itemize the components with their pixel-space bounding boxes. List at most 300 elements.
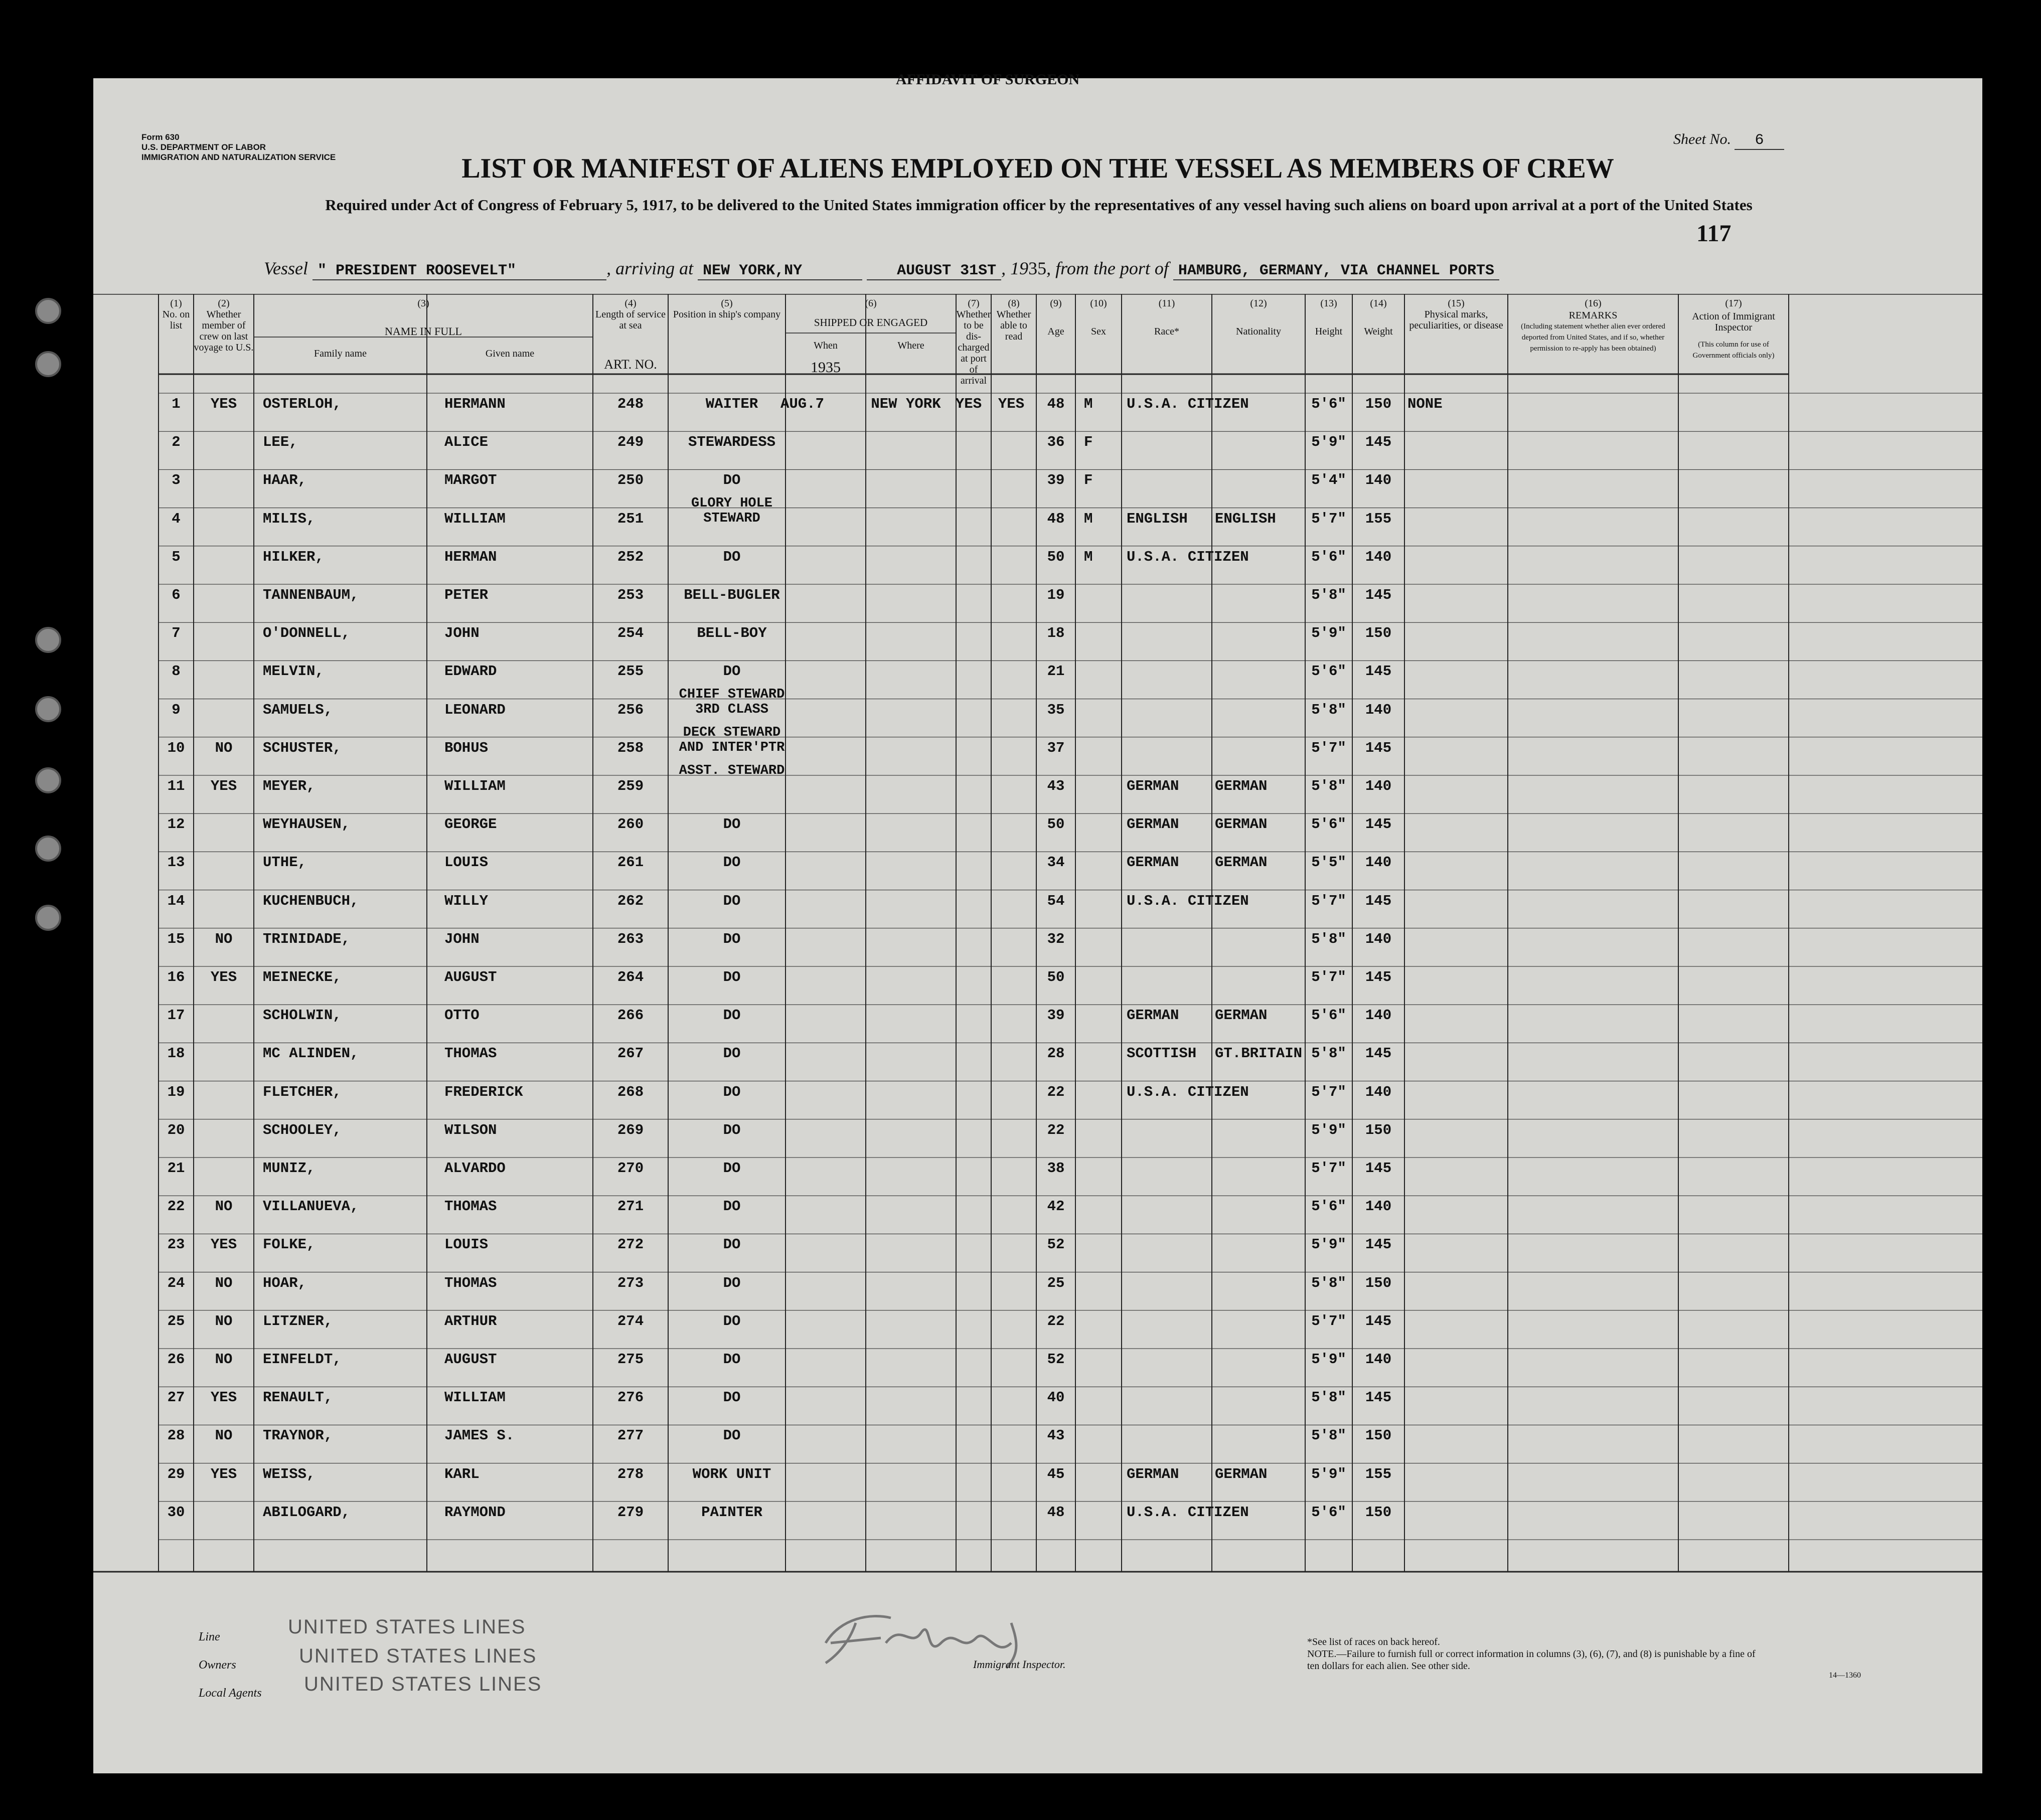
- line-stamp: UNITED STATES LINES: [288, 1616, 526, 1638]
- column-header-discharged: Whether to be dis- charged at port of arrival: [956, 309, 991, 386]
- cell-given: ARTHUR: [444, 1312, 497, 1330]
- cell-family: SAMUELS,: [263, 701, 333, 718]
- cell-family: OSTERLOH,: [263, 396, 342, 412]
- cell-weight: 140: [1365, 1198, 1392, 1215]
- cell-weight: 145: [1365, 739, 1392, 756]
- year-prefix: , 19: [1001, 258, 1029, 278]
- cell-height: 5'8": [1311, 587, 1346, 603]
- cell-position: DO: [723, 1083, 741, 1100]
- cell-art: 270: [617, 1160, 644, 1177]
- cell-weight: 150: [1365, 1274, 1392, 1291]
- cell-no: 12: [167, 816, 185, 833]
- sheet-value: 6: [1735, 132, 1784, 150]
- cell-sex: M: [1084, 548, 1093, 565]
- cell-nationality: GERMAN: [1215, 854, 1268, 871]
- cell-art: 269: [617, 1121, 644, 1138]
- cell-given: HERMANN: [444, 396, 506, 412]
- cell-family: KUCHENBUCH,: [263, 892, 359, 909]
- cell-art: 260: [617, 816, 644, 833]
- column-number: (1): [170, 298, 182, 309]
- cell-voyage: YES: [210, 1236, 237, 1253]
- cell-no: 28: [167, 1427, 185, 1444]
- cell-given: AUGUST: [444, 969, 497, 985]
- cell-height: 5'8": [1311, 1389, 1346, 1406]
- column-header-physical: Physical marks, peculiarities, or disease: [1409, 309, 1503, 331]
- cell-art: 256: [617, 701, 644, 718]
- cell-height: 5'6": [1311, 1504, 1346, 1521]
- cell-age: 38: [1047, 1160, 1065, 1177]
- cell-weight: 145: [1365, 663, 1392, 680]
- cell-position: DO: [723, 1045, 741, 1062]
- cell-race: U.S.A. CITIZEN: [1127, 396, 1249, 412]
- cell-no: 6: [172, 587, 181, 603]
- agents-stamp: UNITED STATES LINES: [304, 1673, 542, 1695]
- cell-age: 48: [1047, 1504, 1065, 1521]
- cell-art: 275: [617, 1351, 644, 1368]
- cell-age: 45: [1047, 1465, 1065, 1482]
- punch-hole: [35, 767, 61, 793]
- cell-height: 5'8": [1311, 778, 1346, 794]
- cell-age: 54: [1047, 892, 1065, 909]
- cell-voyage: YES: [210, 396, 237, 412]
- cell-no: 20: [167, 1121, 185, 1138]
- cell-position: DO: [723, 1389, 741, 1406]
- vessel-line: [264, 258, 1499, 279]
- cell-art: 272: [617, 1236, 644, 1253]
- cell-given: LOUIS: [444, 854, 489, 871]
- cell-weight: 155: [1365, 1465, 1392, 1482]
- cell-age: 18: [1047, 625, 1065, 642]
- cell-voyage: NO: [215, 739, 233, 756]
- cell-height: 5'6": [1311, 816, 1346, 833]
- column-header-remarks-note: (Including statement whether alien ever ordered deported from United States, and if so, whether permission to re-apply has been obtained): [1521, 322, 1665, 353]
- column-number: (3): [417, 298, 429, 309]
- footer-labels: [199, 1623, 262, 1707]
- column-header-race: Race*: [1154, 326, 1179, 337]
- owners-label: Owners: [199, 1659, 236, 1672]
- cell-age: 50: [1047, 969, 1065, 985]
- arrival-date: AUGUST 31ST: [867, 262, 1001, 280]
- cell-art: 254: [617, 625, 644, 642]
- cell-nationality: GERMAN: [1215, 816, 1268, 833]
- cell-no: 27: [167, 1389, 185, 1406]
- cell-given: FREDERICK: [444, 1083, 523, 1100]
- cell-height: 5'6": [1311, 396, 1346, 412]
- cell-height: 5'7": [1311, 969, 1346, 985]
- page-number: 117: [1696, 220, 1732, 247]
- column-header-when: When: [814, 340, 838, 351]
- cell-weight: 145: [1365, 1160, 1392, 1177]
- column-header-age: Age: [1047, 326, 1064, 337]
- cell-family: WEYHAUSEN,: [263, 816, 351, 833]
- cell-race: U.S.A. CITIZEN: [1127, 892, 1249, 909]
- cell-given: WILSON: [444, 1121, 497, 1138]
- cell-weight: 140: [1365, 930, 1392, 947]
- column-number: (13): [1320, 298, 1337, 309]
- column-number: (8): [1008, 298, 1020, 309]
- cell-no: 9: [172, 701, 181, 718]
- column-header-action-note: (This column for use of Government officials only): [1692, 341, 1775, 360]
- cell-family: EINFELDT,: [263, 1351, 342, 1368]
- owners-stamp: UNITED STATES LINES: [299, 1645, 537, 1667]
- cell-weight: 145: [1365, 892, 1392, 909]
- cell-age: 34: [1047, 854, 1065, 871]
- sheet-label: Sheet No.: [1673, 131, 1731, 147]
- cell-physical: NONE: [1407, 396, 1443, 412]
- cell-height: 5'5": [1311, 854, 1346, 871]
- cell-no: 15: [167, 930, 185, 947]
- cell-given: LOUIS: [444, 1236, 489, 1253]
- cell-family: MELVIN,: [263, 663, 324, 680]
- cell-height: 5'7": [1311, 1083, 1346, 1100]
- cell-position: DO: [723, 1427, 741, 1444]
- cell-age: 37: [1047, 739, 1065, 756]
- cell-age: 52: [1047, 1351, 1065, 1368]
- agents-label: Local Agents: [199, 1687, 262, 1700]
- cell-position: DO: [723, 472, 741, 489]
- cell-family: SCHUSTER,: [263, 739, 342, 756]
- cell-position: DO: [723, 892, 741, 909]
- cell-position: DO: [723, 548, 741, 565]
- cell-voyage: NO: [215, 1427, 233, 1444]
- cell-art: 259: [617, 778, 644, 794]
- cell-weight: 155: [1365, 510, 1392, 527]
- cell-position: DO: [723, 1236, 741, 1253]
- cell-age: 22: [1047, 1083, 1065, 1100]
- cell-art: 262: [617, 892, 644, 909]
- cell-weight: 150: [1365, 1504, 1392, 1521]
- cell-nationality: GERMAN: [1215, 1465, 1268, 1482]
- cell-given: THOMAS: [444, 1198, 497, 1215]
- cell-family: SCHOLWIN,: [263, 1007, 342, 1024]
- cell-where: NEW YORK: [871, 396, 941, 412]
- cell-height: 5'8": [1311, 1427, 1346, 1444]
- inspector-label: Immigrant Inspector.: [973, 1658, 1066, 1671]
- cell-family: HAAR,: [263, 472, 307, 489]
- cell-height: 5'9": [1311, 1236, 1346, 1253]
- cell-family: HOAR,: [263, 1274, 307, 1291]
- cell-height: 5'6": [1311, 1198, 1346, 1215]
- cell-age: 28: [1047, 1045, 1065, 1062]
- cell-voyage: NO: [215, 1312, 233, 1330]
- line-label: Line: [199, 1630, 220, 1643]
- cell-height: 5'8": [1311, 930, 1346, 947]
- cell-position: DO: [723, 854, 741, 871]
- cell-family: MEYER,: [263, 778, 316, 794]
- cell-weight: 145: [1365, 434, 1392, 451]
- cell-position: CHIEF STEWARD 3RD CLASS: [679, 687, 785, 717]
- cell-given: JOHN: [444, 930, 480, 947]
- cell-no: 21: [167, 1160, 185, 1177]
- cell-given: WILLIAM: [444, 510, 506, 527]
- cell-age: 25: [1047, 1274, 1065, 1291]
- column-header-voyage: Whether member of crew on last voyage to U.S.: [194, 309, 254, 353]
- cell-height: 5'8": [1311, 1274, 1346, 1291]
- cell-age: 42: [1047, 1198, 1065, 1215]
- cell-weight: 145: [1365, 1389, 1392, 1406]
- cell-art: 249: [617, 434, 644, 451]
- cell-art: 279: [617, 1504, 644, 1521]
- cell-position: DECK STEWARD AND INTER'PTR: [679, 725, 785, 755]
- cell-art: 251: [617, 510, 644, 527]
- cell-art: 248: [617, 396, 644, 412]
- column-header-where: Where: [897, 340, 924, 351]
- cell-discharged: YES: [955, 396, 982, 412]
- cell-given: BOHUS: [444, 739, 489, 756]
- column-header-family: Family name: [314, 348, 367, 359]
- cell-no: 18: [167, 1045, 185, 1062]
- column-header-nationality: Nationality: [1236, 326, 1281, 337]
- column-number: (11): [1158, 298, 1175, 309]
- cell-weight: 150: [1365, 396, 1392, 412]
- cell-age: 22: [1047, 1121, 1065, 1138]
- cell-weight: 140: [1365, 701, 1392, 718]
- cell-position: BELL-BOY: [697, 625, 767, 642]
- cell-race: GERMAN: [1127, 816, 1179, 833]
- cell-sex: F: [1084, 434, 1093, 451]
- cell-height: 5'7": [1311, 892, 1346, 909]
- cell-given: WILLIAM: [444, 778, 506, 794]
- cell-position: DO: [723, 816, 741, 833]
- from-label: , from the port of: [1046, 258, 1169, 278]
- cell-position: DO: [723, 930, 741, 947]
- cell-race: U.S.A. CITIZEN: [1127, 1504, 1249, 1521]
- column-header-shipped-engaged: SHIPPED OR ENGAGED: [814, 316, 928, 328]
- cell-race: U.S.A. CITIZEN: [1127, 1083, 1249, 1100]
- cell-position: PAINTER: [701, 1504, 762, 1521]
- cell-family: TRAYNOR,: [263, 1427, 333, 1444]
- page-subtitle: Required under Act of Congress of February 5, 1917, to be delivered to the United States immigration officer by the representatives of any vessel having such aliens on board upon arrival at a port of the United States: [325, 196, 1753, 214]
- cell-art: 252: [617, 548, 644, 565]
- from-port: HAMBURG, GERMANY, VIA CHANNEL PORTS: [1173, 262, 1499, 280]
- cell-weight: 145: [1365, 587, 1392, 603]
- cell-family: MILIS,: [263, 510, 316, 527]
- cell-art: 264: [617, 969, 644, 985]
- cell-no: 14: [167, 892, 185, 909]
- column-header-position: Position in ship's company: [673, 309, 781, 320]
- cell-no: 10: [167, 739, 185, 756]
- cell-family: ABILOGARD,: [263, 1504, 351, 1521]
- cell-voyage: NO: [215, 1198, 233, 1215]
- punch-hole: [35, 627, 61, 653]
- column-header-sex: Sex: [1091, 326, 1106, 337]
- cell-given: GEORGE: [444, 816, 497, 833]
- cell-art: 250: [617, 472, 644, 489]
- cell-given: ALVARDO: [444, 1160, 506, 1177]
- column-header-weight: Weight: [1364, 326, 1393, 337]
- department-name: U.S. DEPARTMENT OF LABOR: [141, 142, 266, 152]
- cell-given: WILLIAM: [444, 1389, 506, 1406]
- cell-given: THOMAS: [444, 1274, 497, 1291]
- cell-sex: M: [1084, 396, 1093, 412]
- cell-given: EDWARD: [444, 663, 497, 680]
- cell-voyage: NO: [215, 1274, 233, 1291]
- column-number: (10): [1090, 298, 1107, 309]
- cell-given: KARL: [444, 1465, 480, 1482]
- cell-height: 5'4": [1311, 472, 1346, 489]
- cell-age: 35: [1047, 701, 1065, 718]
- cell-family: MUNIZ,: [263, 1160, 316, 1177]
- cell-family: HILKER,: [263, 548, 324, 565]
- cell-height: 5'9": [1311, 434, 1346, 451]
- cell-family: UTHE,: [263, 854, 307, 871]
- cell-no: 23: [167, 1236, 185, 1253]
- cell-given: ALICE: [444, 434, 489, 451]
- cell-family: MC ALINDEN,: [263, 1045, 359, 1062]
- cell-weight: 140: [1365, 548, 1392, 565]
- cell-art: 258: [617, 739, 644, 756]
- penalty-note: NOTE.—Failure to furnish full or correct information in columns (3), (6), (7), and (8) is punishable by a fine of ten dollars for each alien. See other side.: [1307, 1648, 1756, 1672]
- cell-height: 5'6": [1311, 663, 1346, 680]
- cell-height: 5'7": [1311, 510, 1346, 527]
- cell-given: OTTO: [444, 1007, 480, 1024]
- cell-given: LEONARD: [444, 701, 506, 718]
- column-header-read: Whether able to read: [996, 309, 1031, 342]
- cell-read: YES: [998, 396, 1025, 412]
- cell-art: 266: [617, 1007, 644, 1024]
- cell-given: THOMAS: [444, 1045, 497, 1062]
- cell-age: 43: [1047, 1427, 1065, 1444]
- cell-nationality: GERMAN: [1215, 778, 1268, 794]
- cell-position: DO: [723, 1312, 741, 1330]
- cell-weight: 140: [1365, 472, 1392, 489]
- column-number: (16): [1585, 298, 1602, 309]
- cell-position: DO: [723, 1007, 741, 1024]
- cell-no: 8: [172, 663, 181, 680]
- cell-sex: F: [1084, 472, 1093, 489]
- cell-height: 5'7": [1311, 1160, 1346, 1177]
- cell-family: FOLKE,: [263, 1236, 316, 1253]
- cell-art: 253: [617, 587, 644, 603]
- cell-family: SCHOOLEY,: [263, 1121, 342, 1138]
- cell-when: AUG.7: [780, 396, 825, 412]
- service-name: IMMIGRATION AND NATURALIZATION SERVICE: [141, 152, 336, 162]
- cell-age: 22: [1047, 1312, 1065, 1330]
- cell-no: 29: [167, 1465, 185, 1482]
- cell-no: 7: [172, 625, 181, 642]
- cell-no: 11: [167, 778, 185, 794]
- cell-family: MEINECKE,: [263, 969, 342, 985]
- cell-art: 274: [617, 1312, 644, 1330]
- cell-no: 25: [167, 1312, 185, 1330]
- cell-position: DO: [723, 1198, 741, 1215]
- form-number: Form 630: [141, 132, 180, 142]
- vessel-label: Vessel: [264, 258, 308, 278]
- cell-voyage: YES: [210, 1389, 237, 1406]
- cell-position: DO: [723, 663, 741, 680]
- cell-no: 3: [172, 472, 181, 489]
- cell-position: DO: [723, 1160, 741, 1177]
- cell-nationality: GT.BRITAIN: [1215, 1045, 1303, 1062]
- cell-family: LITZNER,: [263, 1312, 333, 1330]
- manifest-sheet: [93, 71, 1982, 1773]
- cell-race: GERMAN: [1127, 1465, 1179, 1482]
- cell-position: DO: [723, 1121, 741, 1138]
- cell-height: 5'9": [1311, 1465, 1346, 1482]
- column-header-remarks: REMARKS: [1568, 310, 1618, 321]
- cell-weight: 145: [1365, 1312, 1392, 1330]
- punch-hole: [35, 351, 61, 377]
- cell-position: DO: [723, 969, 741, 985]
- cell-art: 261: [617, 854, 644, 871]
- column-header-when-year: 1935: [811, 359, 841, 376]
- page-title: LIST OR MANIFEST OF ALIENS EMPLOYED ON THE VESSEL AS MEMBERS OF CREW: [461, 153, 1614, 184]
- cell-age: 40: [1047, 1389, 1065, 1406]
- cell-height: 5'8": [1311, 1045, 1346, 1062]
- cell-no: 30: [167, 1504, 185, 1521]
- column-number: (17): [1725, 298, 1742, 309]
- cell-weight: 140: [1365, 854, 1392, 871]
- cell-weight: 140: [1365, 778, 1392, 794]
- cell-art: 271: [617, 1198, 644, 1215]
- form-code: 14—1360: [1829, 1671, 1861, 1680]
- cell-weight: 140: [1365, 1007, 1392, 1024]
- punch-hole: [35, 905, 61, 931]
- cell-age: 52: [1047, 1236, 1065, 1253]
- cell-art: 263: [617, 930, 644, 947]
- cell-weight: 145: [1365, 1045, 1392, 1062]
- cell-age: 50: [1047, 816, 1065, 833]
- cell-no: 2: [172, 434, 181, 451]
- cell-height: 5'7": [1311, 739, 1346, 756]
- cell-art: 278: [617, 1465, 644, 1482]
- cell-voyage: NO: [215, 930, 233, 947]
- cell-weight: 145: [1365, 969, 1392, 985]
- cell-sex: M: [1084, 510, 1093, 527]
- races-note: *See list of races on back hereof.: [1307, 1636, 1440, 1647]
- cell-no: 16: [167, 969, 185, 985]
- arriving-port: NEW YORK,NY: [698, 262, 862, 280]
- cell-no: 1: [172, 396, 181, 412]
- cell-nationality: GERMAN: [1215, 1007, 1268, 1024]
- column-number: (6): [865, 298, 877, 309]
- cell-given: HERMAN: [444, 548, 497, 565]
- cell-race: U.S.A. CITIZEN: [1127, 548, 1249, 565]
- cell-position: BELL-BUGLER: [684, 587, 780, 603]
- column-number: (5): [721, 298, 733, 309]
- cell-voyage: YES: [210, 969, 237, 985]
- cell-no: 17: [167, 1007, 185, 1024]
- cell-age: 32: [1047, 930, 1065, 947]
- cell-weight: 140: [1365, 1083, 1392, 1100]
- cell-family: FLETCHER,: [263, 1083, 342, 1100]
- sheet-number: [1673, 131, 1784, 149]
- cell-family: O'DONNELL,: [263, 625, 351, 642]
- arriving-label: , arriving at: [606, 258, 694, 278]
- cell-race: GERMAN: [1127, 854, 1179, 871]
- cell-position: DO: [723, 1274, 741, 1291]
- column-number: (2): [218, 298, 230, 309]
- cell-art: 276: [617, 1389, 644, 1406]
- cell-given: AUGUST: [444, 1351, 497, 1368]
- footer-notes: [1307, 1636, 1769, 1672]
- cell-weight: 150: [1365, 1121, 1392, 1138]
- cell-art: 277: [617, 1427, 644, 1444]
- punch-hole: [35, 836, 61, 862]
- cell-no: 24: [167, 1274, 185, 1291]
- cell-family: RENAULT,: [263, 1389, 333, 1406]
- cell-age: 48: [1047, 396, 1065, 412]
- cell-position: DO: [723, 1351, 741, 1368]
- column-number: (14): [1370, 298, 1387, 309]
- cell-weight: 150: [1365, 1427, 1392, 1444]
- cell-weight: 150: [1365, 625, 1392, 642]
- cell-height: 5'7": [1311, 1312, 1346, 1330]
- cell-race: SCOTTISH: [1127, 1045, 1197, 1062]
- cell-age: 39: [1047, 472, 1065, 489]
- cell-given: JOHN: [444, 625, 480, 642]
- column-number: (9): [1050, 298, 1062, 309]
